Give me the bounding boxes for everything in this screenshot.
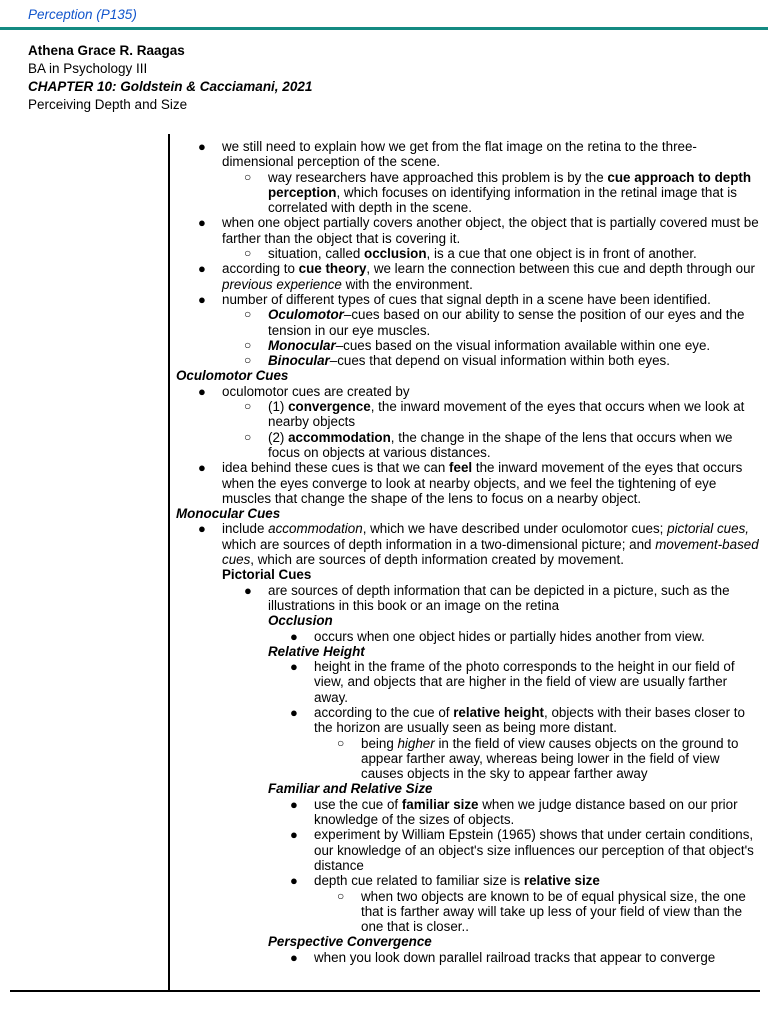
italic-term: Monocular bbox=[268, 337, 336, 353]
list-item bbox=[176, 521, 760, 567]
hollow-bullet-icon: ○ bbox=[337, 735, 345, 750]
list-item bbox=[176, 736, 760, 782]
bold-term: cue theory bbox=[298, 261, 367, 277]
italic-term: accommodation bbox=[268, 521, 363, 537]
list-item-text: according to the cue of relative height, objects with their bases closer to the horizon are usually seen as being more distant. bbox=[314, 704, 745, 736]
chapter-title: CHAPTER 10: Goldstein & Cacciamani, 2021 bbox=[28, 79, 313, 94]
bullet-icon: ● bbox=[198, 215, 206, 231]
topic-title: Perceiving Depth and Size bbox=[28, 97, 188, 112]
section-heading: Occlusion bbox=[268, 613, 333, 629]
list-item bbox=[176, 384, 760, 399]
list-item-text: Oculomotor–cues based on our ability to sense the position of our eyes and the tension in our eye muscles. bbox=[268, 307, 745, 338]
bullet-icon: ● bbox=[198, 139, 206, 154]
list-item-text: number of different types of cues that signal depth in a scene have been identified. bbox=[222, 291, 711, 307]
header-divider bbox=[0, 27, 768, 30]
bullet-icon: ● bbox=[198, 291, 206, 307]
bullet-icon: ● bbox=[290, 796, 298, 812]
hollow-bullet-icon: ○ bbox=[244, 337, 252, 352]
list-item-text: oculomotor cues are created by bbox=[222, 383, 410, 399]
list-item-text: include accommodation, which we have described under oculomotor cues; pictorial cues, which are sources of depth information in a two-dimensional picture; and movement-based cues, which are sources of depth information created by movement. bbox=[222, 521, 759, 568]
list-item-text: depth cue related to familiar size is relative size bbox=[314, 873, 600, 889]
hollow-bullet-icon: ○ bbox=[244, 353, 252, 368]
list-item bbox=[176, 873, 760, 888]
section-heading: Oculomotor Cues bbox=[176, 368, 289, 384]
list-item bbox=[176, 705, 760, 736]
bullet-icon: ● bbox=[290, 659, 298, 675]
list-item-text: according to cue theory, we learn the connection between this cue and depth through our previous experience with the environment. bbox=[222, 261, 755, 292]
list-item bbox=[176, 460, 760, 506]
list-item-text: being higher in the field of view causes objects on the ground to appear farther away, whereas being lower in the field of view causes objects in the sky to appear farther away bbox=[361, 735, 739, 782]
list-item-text: we still need to explain how we get from the flat image on the retina to the three-dimensional perception of the scene. bbox=[222, 139, 697, 170]
bullet-icon: ● bbox=[290, 827, 298, 843]
document-tab-title[interactable]: Perception (P135) bbox=[28, 7, 137, 22]
hollow-bullet-icon: ○ bbox=[244, 246, 252, 261]
list-item bbox=[176, 659, 760, 705]
list-item-text: situation, called occlusion, is a cue that one object is in front of another. bbox=[268, 246, 697, 262]
bullet-icon: ● bbox=[290, 704, 298, 720]
list-item bbox=[176, 246, 760, 261]
list-item bbox=[176, 629, 760, 644]
bullet-icon: ● bbox=[198, 383, 206, 399]
bold-term: feel bbox=[449, 460, 473, 476]
list-item bbox=[176, 797, 760, 828]
list-item bbox=[176, 353, 760, 368]
list-item-text: Monocular–cues based on the visual information available within one eye. bbox=[268, 337, 711, 353]
hollow-bullet-icon: ○ bbox=[337, 888, 345, 903]
notes-section bbox=[176, 139, 760, 965]
bold-term: familiar size bbox=[401, 796, 479, 812]
list-item-text: when you look down parallel railroad tracks that appear to converge bbox=[314, 949, 716, 965]
author-name: Athena Grace R. Raagas bbox=[28, 43, 185, 58]
list-item-text: idea behind these cues is that we can feel the inward movement of the eyes that occurs when the eyes converge to look at nearby objects, and we feel the tightening of eye muscles that change the shape of the lens to focus on a nearby object. bbox=[222, 460, 743, 506]
list-item-text: (1) convergence, the inward movement of the eyes that occurs when we look at nearby objects bbox=[268, 399, 745, 430]
hollow-bullet-icon: ○ bbox=[244, 307, 252, 322]
list-item bbox=[176, 950, 760, 965]
hollow-bullet-icon: ○ bbox=[244, 429, 252, 444]
bullet-icon: ● bbox=[290, 949, 298, 965]
document-header bbox=[28, 42, 312, 114]
list-item bbox=[176, 139, 760, 170]
italic-term: movement-based cues bbox=[222, 536, 759, 568]
bold-term: relative size bbox=[523, 873, 600, 889]
italic-term: previous experience bbox=[222, 276, 342, 292]
list-item-text: Binocular–cues that depend on visual information within both eyes. bbox=[268, 353, 670, 369]
bold-term bbox=[268, 353, 330, 368]
list-item-text: (2) accommodation, the change in the shape of the lens that occurs when we focus on objects at various distances. bbox=[268, 429, 733, 460]
list-item bbox=[176, 292, 760, 307]
bold-term: convergence bbox=[288, 399, 371, 415]
italic-term: Binocular bbox=[268, 353, 330, 369]
bold-term: cue approach to depth perception bbox=[268, 169, 752, 200]
section-heading: Perspective Convergence bbox=[268, 934, 432, 950]
bold-term bbox=[268, 307, 344, 322]
bold-term: accommodation bbox=[288, 429, 391, 445]
hollow-bullet-icon: ○ bbox=[244, 399, 252, 414]
hollow-bullet-icon: ○ bbox=[244, 169, 252, 184]
list-item bbox=[176, 261, 760, 292]
bold-term: occlusion bbox=[364, 246, 427, 262]
program-label: BA in Psychology III bbox=[28, 61, 148, 76]
bold-term: relative height bbox=[453, 704, 544, 720]
list-item-text: when one object partially covers another object, the object that is partially covered must be farther than the object that is covering it. bbox=[222, 215, 759, 246]
list-item-text: height in the frame of the photo corresponds to the height in our field of view, and objects that are higher in the field of view are usually farther away. bbox=[314, 659, 735, 705]
bullet-icon: ● bbox=[244, 582, 252, 598]
list-item bbox=[176, 583, 760, 614]
list-item bbox=[176, 399, 760, 430]
bold-term bbox=[268, 338, 336, 353]
section-heading: Pictorial Cues bbox=[222, 567, 312, 583]
italic-term: Oculomotor bbox=[268, 307, 344, 323]
bullet-icon: ● bbox=[198, 261, 206, 277]
notes-bottom-divider bbox=[10, 990, 760, 992]
section-heading: Monocular Cues bbox=[176, 506, 281, 522]
list-item-text: are sources of depth information that can be depicted in a picture, such as the illustrations in this book or an image on the retina bbox=[268, 582, 730, 613]
list-item bbox=[176, 889, 760, 935]
list-item bbox=[176, 338, 760, 353]
italic-term: higher bbox=[397, 735, 435, 751]
bullet-icon: ● bbox=[198, 521, 206, 537]
list-item bbox=[176, 430, 760, 461]
list-item-text: when two objects are known to be of equal physical size, the one that is farther away will take up less of your field of view than the one that is closer.. bbox=[361, 888, 746, 935]
list-item bbox=[176, 827, 760, 873]
notes-column-divider bbox=[168, 134, 170, 992]
bullet-icon: ● bbox=[198, 460, 206, 476]
list-item bbox=[176, 307, 760, 338]
list-item bbox=[176, 215, 760, 246]
italic-term: pictorial cues, bbox=[667, 521, 749, 537]
list-item-text: use the cue of familiar size when we judge distance based on our prior knowledge of the sizes of objects. bbox=[314, 796, 738, 828]
list-item-text: occurs when one object hides or partially hides another from view. bbox=[314, 628, 705, 644]
list-item-text: way researchers have approached this problem is by the cue approach to depth perception, which focuses on identifying information in the retinal image that is correlated with depth in the scene. bbox=[268, 169, 752, 216]
list-item bbox=[176, 170, 760, 216]
bullet-icon: ● bbox=[290, 873, 298, 889]
section-heading: Relative Height bbox=[268, 643, 365, 659]
bullet-icon: ● bbox=[290, 628, 298, 644]
list-item-text: experiment by William Epstein (1965) shows that under certain conditions, our knowledge of an object's size influences our perception of that object's distance bbox=[314, 827, 754, 873]
section-heading: Familiar and Relative Size bbox=[268, 781, 433, 797]
